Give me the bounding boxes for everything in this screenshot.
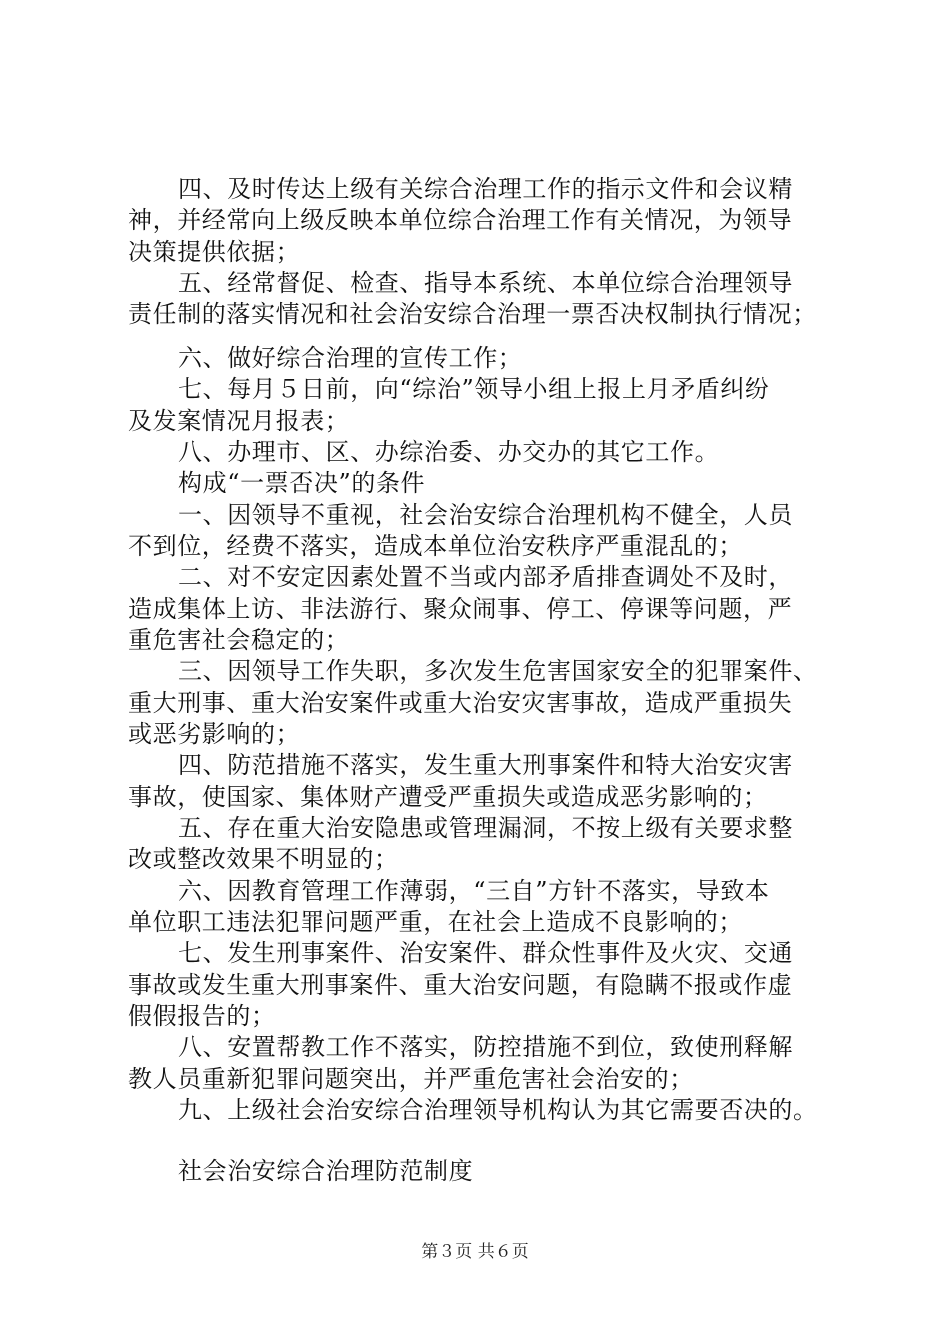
condition-6-line-1: 六、因教育管理工作薄弱，“三自”方针不落实，导致本 <box>178 877 770 905</box>
condition-7-line-2: 事故或发生重大刑事案件、重大治安问题，有隐瞒不报或作虚 <box>128 971 793 999</box>
condition-8-line-1: 八、安置帮教工作不落实，防控措施不到位，致使刑释解 <box>178 1033 793 1061</box>
paragraph-6-line-1: 六、做好综合治理的宣传工作； <box>178 344 523 372</box>
condition-2-line-2: 造成集体上访、非法游行、聚众闹事、停工、停课等问题，严 <box>128 595 793 623</box>
condition-3-line-3: 或恶劣影响的； <box>128 720 301 748</box>
section-heading-prevention-system: 社会治安综合治理防范制度 <box>178 1157 474 1185</box>
page-number-footer: 第３页 共６页 <box>421 1242 529 1262</box>
condition-3-line-2: 重大刑事、重大治安案件或重大治安灾害事故，造成严重损失 <box>128 689 793 717</box>
condition-1-line-1: 一、因领导不重视，社会治安综合治理机构不健全，人员 <box>178 501 793 529</box>
paragraph-5-line-2: 责任制的落实情况和社会治安综合治理一票否决权制执行情况； <box>128 300 817 328</box>
condition-3-line-1: 三、因领导工作失职，多次发生危害国家安全的犯罪案件、 <box>178 657 818 685</box>
paragraph-4-line-1: 四、及时传达上级有关综合治理工作的指示文件和会议精 <box>178 175 793 203</box>
paragraph-4-line-3: 决策提供依据； <box>128 238 301 266</box>
condition-9-line-1: 九、上级社会治安综合治理领导机构认为其它需要否决的。 <box>178 1096 818 1124</box>
section-heading-veto-conditions: 构成“一票否决”的条件 <box>178 469 426 497</box>
paragraph-7-line-1: 七、每月５日前，向“综治”领导小组上报上月矛盾纠纷 <box>178 375 770 403</box>
paragraph-7-line-2: 及发案情况月报表； <box>128 407 350 435</box>
condition-4-line-2: 事故，使国家、集体财产遭受严重损失或造成恶劣影响的； <box>128 783 768 811</box>
paragraph-5-line-1: 五、经常督促、检查、指导本系统、本单位综合治理领导 <box>178 269 793 297</box>
condition-2-line-3: 重危害社会稳定的； <box>128 626 350 654</box>
condition-5-line-2: 改或整改效果不明显的； <box>128 845 399 873</box>
condition-5-line-1: 五、存在重大治安隐患或管理漏洞，不按上级有关要求整 <box>178 814 793 842</box>
condition-6-line-2: 单位职工违法犯罪问题严重，在社会上造成不良影响的； <box>128 908 743 936</box>
condition-1-line-2: 不到位，经费不落实，造成本单位治安秩序严重混乱的； <box>128 532 743 560</box>
paragraph-8-line-1: 八、办理市、区、办综治委、办交办的其它工作。 <box>178 438 720 466</box>
paragraph-4-line-2: 神，并经常向上级反映本单位综合治理工作有关情况，为领导 <box>128 206 793 234</box>
condition-4-line-1: 四、防范措施不落实，发生重大刑事案件和特大治安灾害 <box>178 751 793 779</box>
condition-8-line-2: 教人员重新犯罪问题突出，并严重危害社会治安的； <box>128 1065 694 1093</box>
condition-7-line-3: 假假报告的； <box>128 1002 276 1030</box>
condition-2-line-1: 二、对不安定因素处置不当或内部矛盾排查调处不及时， <box>178 563 793 591</box>
condition-7-line-1: 七、发生刑事案件、治安案件、群众性事件及火灾、交通 <box>178 939 793 967</box>
